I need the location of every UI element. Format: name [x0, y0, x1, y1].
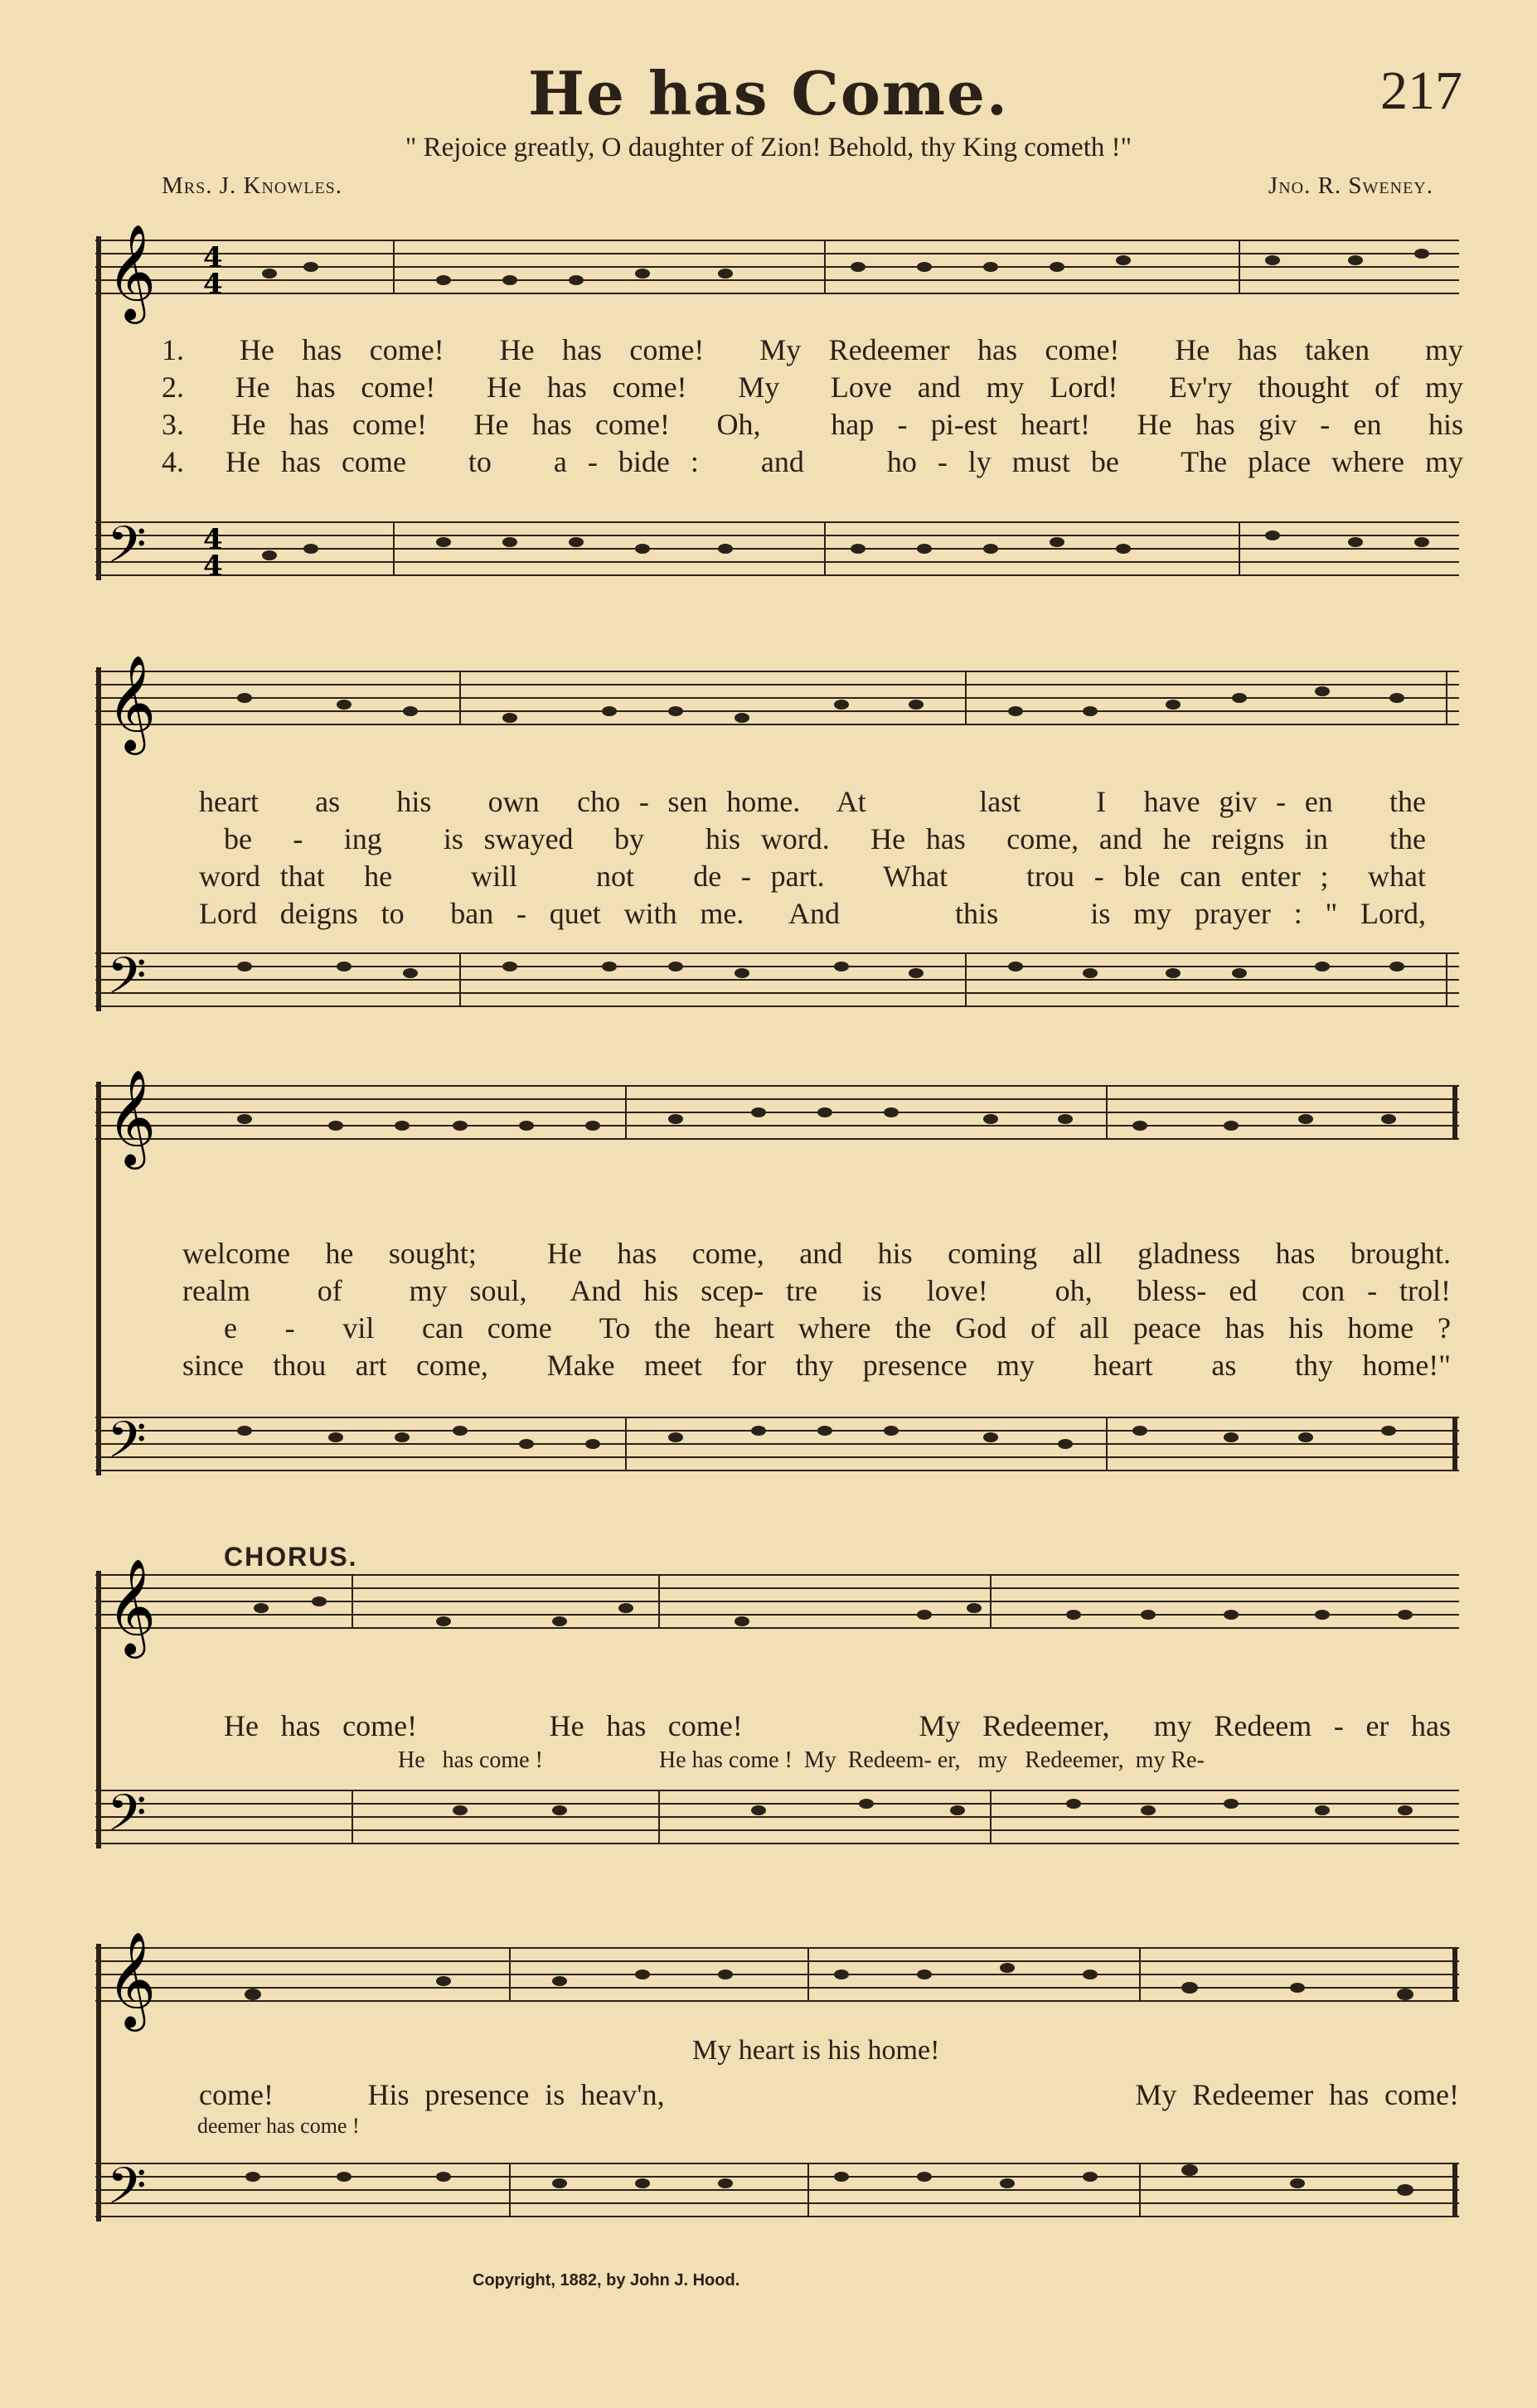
treble-clef-icon: 𝄞	[107, 1558, 157, 1655]
epigraph: " Rejoice greatly, O daughter of Zion! Behold, thy King cometh !"	[405, 133, 1132, 162]
copyright-notice: Copyright, 1882, by John J. Hood.	[473, 2271, 740, 2289]
treble-clef-icon: 𝄞	[107, 1931, 157, 2028]
chorus-line-1: He has come! He has come! My Redeemer, my Redeem - er has	[224, 1709, 1451, 1742]
svg-text:4: 4	[203, 550, 223, 583]
bass-staff	[95, 522, 1459, 575]
verse-1-line-2: heart as his own cho - sen home. At last I have giv - en the	[199, 785, 1426, 818]
verse-2-line-3: realm of my soul, And his scep- tre is love! oh, bless- ed con - trol!	[182, 1274, 1451, 1307]
verse-3-line-3: e - vil can come To the heart where the God of all peace has his home ?	[224, 1311, 1451, 1345]
bass-clef-icon: 𝄢	[107, 2157, 147, 2228]
hymn-title: He has Come.	[528, 58, 1009, 128]
chorus-bass-words-2: deemer has come !	[197, 2114, 360, 2138]
svg-text:4: 4	[203, 523, 223, 556]
verse-4-line-1: 4. He has come to a - bide : and ho - ly must be The place where my	[162, 445, 1463, 478]
verse-2-line-2: be - ing is swayed by his word. He has come, and he reigns in the	[224, 822, 1426, 855]
verse-1-line-3: welcome he sought; He has come, and his coming all gladness has brought.	[182, 1237, 1451, 1270]
bass-clef-icon: 𝄢	[107, 1784, 147, 1855]
verse-3-line-2: word that he will not de - part. What trou - ble can enter ; what	[199, 860, 1426, 893]
verse-1-line-1: 1. He has come! He has come! My Redeemer has come! He has taken my	[162, 333, 1463, 366]
verse-4-line-3: since thou art come, Make meet for thy presence my heart as thy home!"	[182, 1349, 1451, 1382]
treble-clef-icon: 𝄞	[107, 1069, 157, 1165]
bass-clef-icon: 𝄢	[107, 516, 147, 587]
composer-credit: Jno. R. Sweney.	[1268, 172, 1433, 199]
chorus-label: CHORUS.	[224, 1542, 358, 1572]
bass-clef-icon: 𝄢	[107, 947, 147, 1018]
bass-clef-icon: 𝄢	[107, 1411, 147, 1482]
page-number: 217	[1380, 61, 1462, 121]
verse-2-line-1: 2. He has come! He has come! My Love and my Lord! Ev'ry thought of my	[162, 371, 1463, 404]
treble-clef-icon: 𝄞	[107, 655, 157, 751]
chorus-upper-words: My heart is his home!	[692, 2035, 940, 2066]
chorus-line-2: come! His presence is heav'n, My Redeemer has come!	[199, 2078, 1459, 2111]
svg-text:4: 4	[203, 268, 223, 301]
treble-clef-icon: 𝄞	[107, 224, 157, 320]
chorus-bass-words-1: He has come ! He has come ! My Redeem- er, my Redeemer, my Re-	[398, 1747, 1205, 1773]
verse-4-line-2: Lord deigns to ban - quet with me. And this is my prayer : " Lord,	[199, 897, 1426, 930]
lyricist-credit: Mrs. J. Knowles.	[162, 172, 343, 199]
verse-3-line-1: 3. He has come! He has come! Oh, hap - pi-est heart! He has giv - en his	[162, 408, 1463, 441]
time-signature: 4	[203, 241, 223, 274]
treble-staff	[95, 240, 1459, 293]
